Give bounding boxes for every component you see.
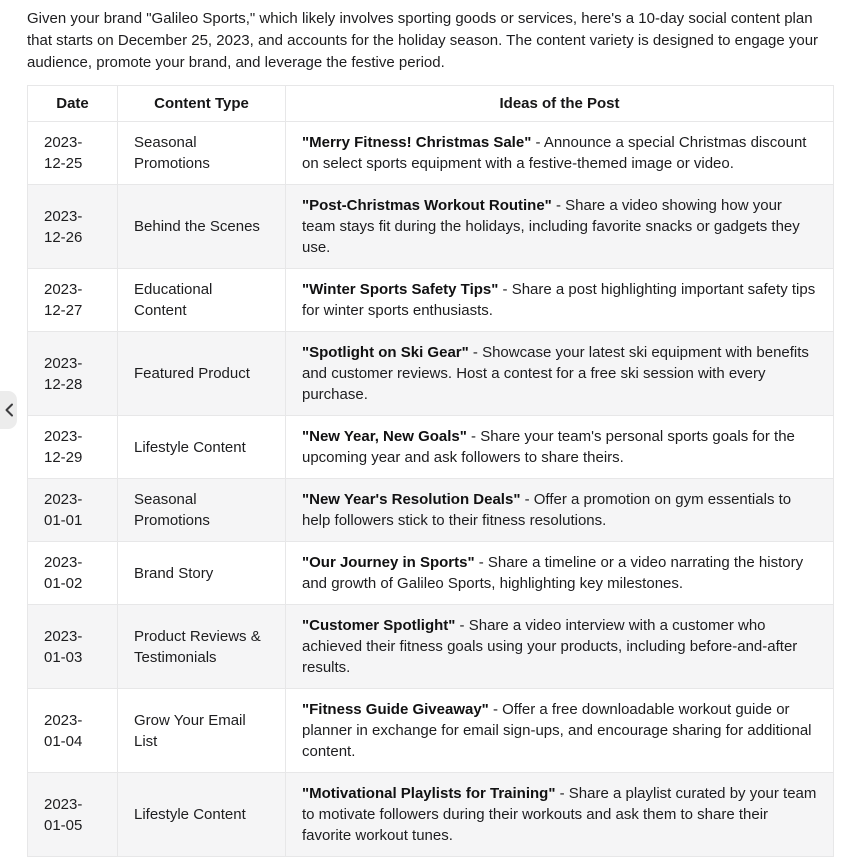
post-description: - Offer a free downloadable workout guide or planner in exchange for email sign-ups, and encourage sharing for additional content. [302, 701, 812, 760]
table-row [28, 185, 834, 269]
content-type-cell: Seasonal Promotions [118, 479, 286, 542]
idea-cell [286, 416, 834, 479]
content-type-cell: Behind the Scenes [118, 185, 286, 269]
table-row [28, 689, 834, 773]
table-row [28, 122, 834, 185]
post-description: - Share a playlist curated by your team to motivate followers during their workouts and ask them to share their favorite workout tunes. [302, 785, 817, 844]
post-title: "Spotlight on Ski Gear" [302, 344, 469, 361]
idea-cell [286, 773, 834, 857]
content-type-cell: Educational Content [118, 269, 286, 332]
date-cell: 2023-01-01 [28, 479, 118, 542]
collapse-panel-button[interactable] [0, 391, 17, 429]
date-cell: 2023-12-25 [28, 122, 118, 185]
col-header-ideas: Ideas of the Post [286, 86, 834, 122]
idea-cell [286, 479, 834, 542]
post-title: "Winter Sports Safety Tips" [302, 281, 499, 298]
date-cell: 2023-01-05 [28, 773, 118, 857]
table-row [28, 416, 834, 479]
date-cell: 2023-12-27 [28, 269, 118, 332]
content-type-cell: Product Reviews & Testimonials [118, 605, 286, 689]
idea-cell [286, 185, 834, 269]
post-description: - Share a video showing how your team stays fit during the holidays, including favorite snacks or gadgets they use. [302, 197, 800, 256]
idea-cell [286, 269, 834, 332]
post-description: - Share a video interview with a customer who achieved their fitness goals using your products, including before-and-after results. [302, 617, 798, 676]
table-row [28, 605, 834, 689]
post-title: "Fitness Guide Giveaway" [302, 701, 489, 718]
post-title: "Merry Fitness! Christmas Sale" [302, 134, 532, 151]
post-description: - Offer a promotion on gym essentials to help followers stick to their fitness resolutions. [302, 491, 792, 529]
date-cell: 2023-01-04 [28, 689, 118, 773]
post-title: "Our Journey in Sports" [302, 554, 475, 571]
content-type-cell: Lifestyle Content [118, 773, 286, 857]
post-description: - Announce a special Christmas discount on select sports equipment with a festive-themed image or video. [302, 134, 807, 172]
col-header-content-type: Content Type [118, 86, 286, 122]
date-cell: 2023-01-03 [28, 605, 118, 689]
date-cell: 2023-12-28 [28, 332, 118, 416]
table-row [28, 332, 834, 416]
col-header-date: Date [28, 86, 118, 122]
content-plan-table [27, 85, 834, 857]
date-cell: 2023-01-02 [28, 542, 118, 605]
idea-cell [286, 122, 834, 185]
table-row [28, 773, 834, 857]
content-type-cell: Featured Product [118, 332, 286, 416]
post-title: "New Year's Resolution Deals" [302, 491, 521, 508]
post-title: "Post-Christmas Workout Routine" [302, 197, 552, 214]
intro-paragraph: Given your brand "Galileo Sports," which likely involves sporting goods or services, here's a 10-day social content plan that starts on December 25, 2023, and accounts for the holiday season. The content variety is designed to engage your audience, promote your brand, and leverage the festive period. [27, 10, 819, 71]
post-title: "Motivational Playlists for Training" [302, 785, 556, 802]
table-row [28, 542, 834, 605]
header-row [28, 86, 834, 122]
table-row [28, 269, 834, 332]
date-cell: 2023-12-26 [28, 185, 118, 269]
chevron-left-icon [4, 402, 14, 418]
post-description: - Share a post highlighting important safety tips for winter sports enthusiasts. [302, 281, 816, 319]
table-body [28, 122, 834, 857]
table-row [28, 479, 834, 542]
idea-cell [286, 689, 834, 773]
table-header [28, 86, 834, 122]
idea-cell [286, 332, 834, 416]
content-type-cell: Grow Your Email List [118, 689, 286, 773]
post-title: "New Year, New Goals" [302, 428, 467, 445]
post-title: "Customer Spotlight" [302, 617, 456, 634]
post-description: - Share your team's personal sports goals for the upcoming year and ask followers to share theirs. [302, 428, 795, 466]
content-type-cell: Brand Story [118, 542, 286, 605]
content-type-cell: Lifestyle Content [118, 416, 286, 479]
idea-cell [286, 605, 834, 689]
post-description: - Share a timeline or a video narrating the history and growth of Galileo Sports, highlighting key milestones. [302, 554, 804, 592]
post-description: - Showcase your latest ski equipment with benefits and customer reviews. Host a contest for a free ski session with every purchase. [302, 344, 809, 403]
content-type-cell: Seasonal Promotions [118, 122, 286, 185]
idea-cell [286, 542, 834, 605]
date-cell: 2023-12-29 [28, 416, 118, 479]
